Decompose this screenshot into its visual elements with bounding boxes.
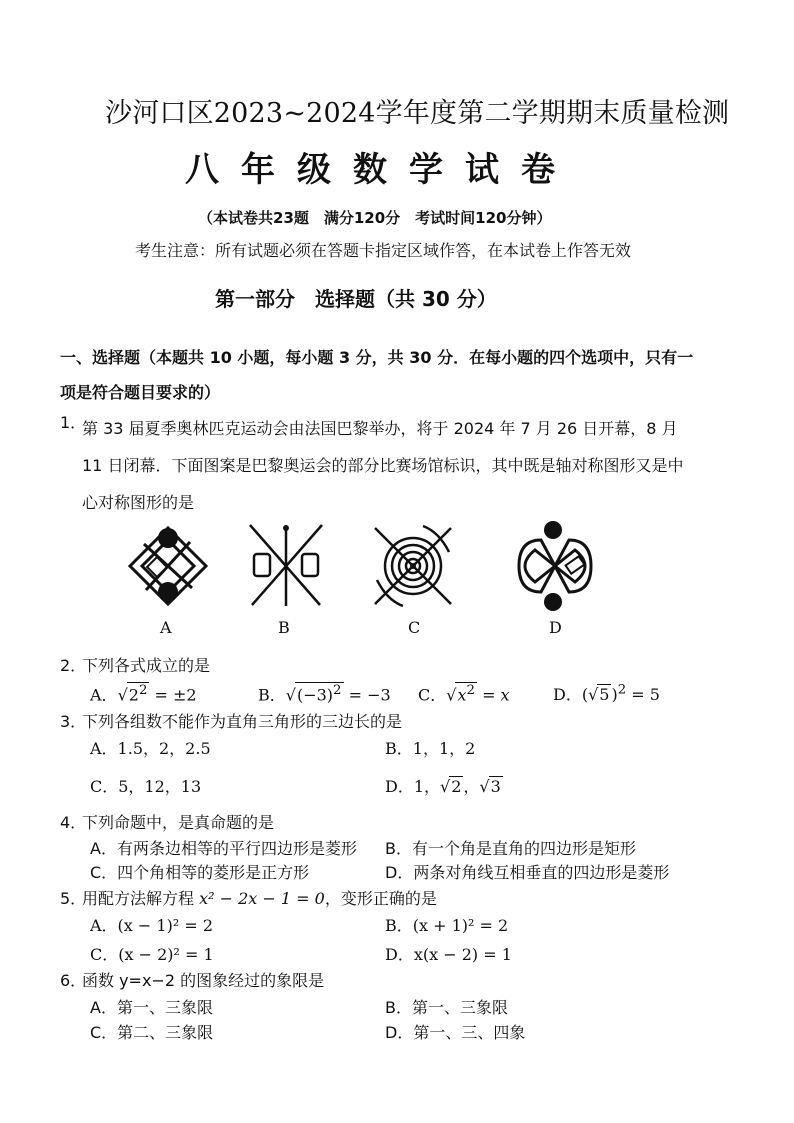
figure-label-c: C (408, 618, 421, 637)
q6-option-a: A．第一、三象限 (90, 998, 213, 1017)
q6-text: 函数 y=x−2 的图象经过的象限是 (82, 971, 325, 990)
venue-logo-a-icon (122, 520, 214, 612)
q3-option-a: A．1.5，2，2.5 (90, 739, 211, 758)
q2-text: 下列各式成立的是 (82, 656, 211, 675)
q4-number: 4． (60, 813, 87, 832)
part-heading: 第一部分 选择题（共 30 分） (215, 287, 497, 311)
exam-subtitle: 八年级数学试卷 (185, 150, 577, 190)
exam-title: 沙河口区2023~2024学年度第二学期期末质量检测 (105, 98, 730, 129)
q3-option-b: B．1，1，2 (385, 739, 476, 758)
q6-option-d: D．第一、三、四象 (385, 1023, 526, 1042)
q3-number: 3． (60, 712, 87, 731)
q3-option-c: C．5，12，13 (90, 777, 202, 796)
q5-option-d: D．x(x − 2) = 1 (385, 945, 512, 964)
q2-option-d: D．(√5 )$^2$ = 5 (553, 682, 660, 704)
q1-text: 第 33 届夏季奥林匹克运动会由法国巴黎举办，将于 2024 年 7 月 26 日开幕，8 月 11 日闭幕．下面图案是巴黎奥运会的部分比赛场馆标识，其中既是轴对称图形又是中心对称图形的是 (82, 419, 684, 512)
exam-notice: 考生注意：所有试题必须在答题卡指定区域作答，在本试卷上作答无效 (135, 241, 632, 260)
q2-number: 2． (60, 656, 87, 675)
q4-option-c: C．四个角相等的菱形是正方形 (90, 863, 310, 882)
q2-option-a: A．$√2^2 = \pm 2$ (90, 683, 197, 705)
figure-label-d: D (549, 618, 562, 637)
q6-option-c: C．第二、三象限 (90, 1023, 214, 1042)
q2-option-c: C．$√x^2 = x$ (418, 683, 510, 705)
figure-label-a: A (160, 618, 172, 637)
exam-meta: （本试卷共23题 满分120分 考试时间120分钟） (198, 209, 552, 227)
q5-option-b: B．(x + 1)² = 2 (385, 916, 509, 935)
q2-option-b: B．$√(-3)^2 = -3$ (258, 683, 391, 705)
q4-option-a: A．有两条边相等的平行四边形是菱形 (90, 839, 357, 858)
q4-option-b: B．有一个角是直角的四边形是矩形 (385, 839, 636, 858)
section-heading: 一、选择题（本题共 10 小题，每小题 3 分，共 30 分．在每小题的四个选项中，只有一项是符合题目要求的） (60, 348, 694, 402)
q4-text: 下列命题中，是真命题的是 (82, 813, 275, 832)
q4-option-d: D．两条对角线互相垂直的四边形是菱形 (385, 863, 670, 882)
q1-number: 1． (60, 413, 87, 432)
venue-logo-b-icon (240, 520, 332, 612)
q3-option-d: D．1，√2 ，√3 (385, 777, 501, 796)
q6-number: 6． (60, 971, 87, 990)
q6-option-b: B．第一、三象限 (385, 998, 508, 1017)
q5-option-a: A．(x − 1)² = 2 (90, 916, 213, 935)
q5-option-c: C．(x − 2)² = 1 (90, 945, 214, 964)
venue-logo-d-icon (505, 520, 605, 612)
figure-label-b: B (278, 618, 290, 637)
venue-logo-c-icon (367, 520, 459, 612)
q5-text: 用配方法解方程 x² − 2x − 1 = 0，变形正确的是 (82, 889, 437, 908)
q3-text: 下列各组数不能作为直角三角形的三边长的是 (82, 712, 403, 731)
q5-number: 5． (60, 889, 87, 908)
